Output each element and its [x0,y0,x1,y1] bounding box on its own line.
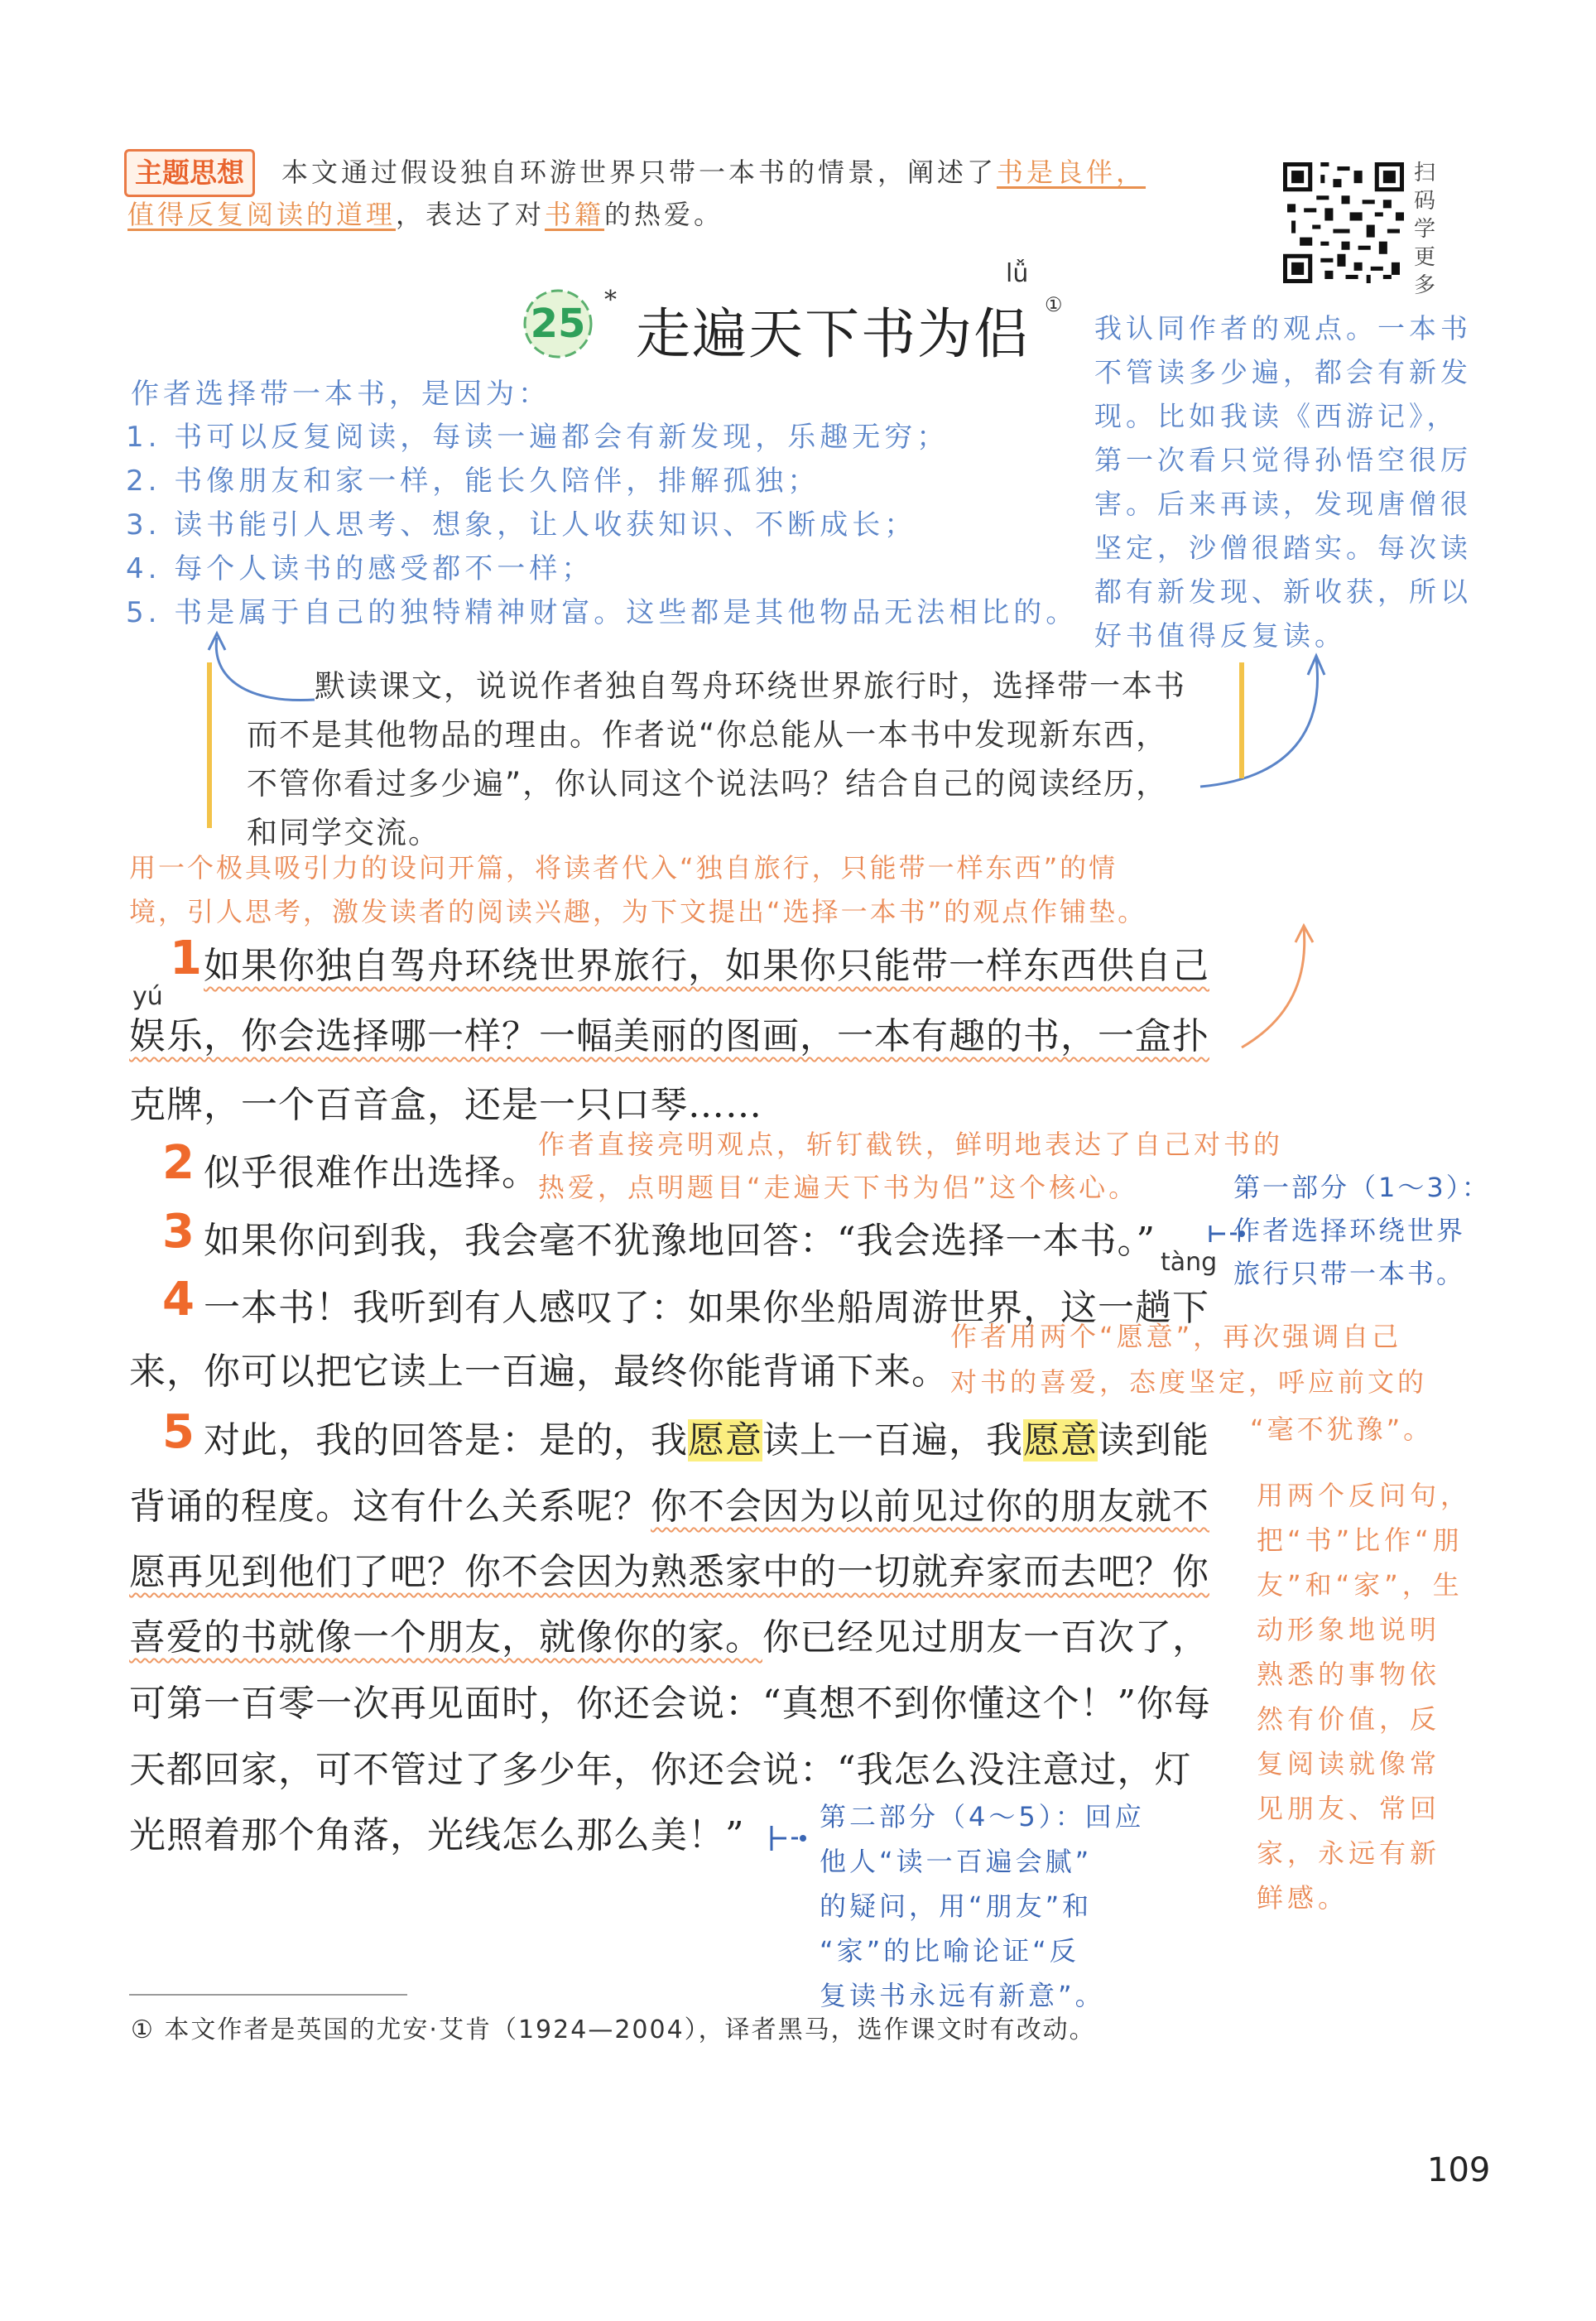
reason-item: 3. 读书能引人思考、想象，让人收获知识、不断成长； [126,508,917,542]
agree-note-line: 不管读多少遍，都会有新发 [1094,356,1472,388]
theme-text: 本文通过假设独自环游世界只带一本书的情景，阐述了 [281,156,997,188]
question-bar-left [207,662,212,828]
p2-note-line: 作者直接亮明观点，斩钉截铁，鲜明地表达了自己对书的 [538,1129,1284,1160]
agree-note-line: 第一次看只觉得孙悟空很厉 [1094,444,1472,476]
paragraph-4-line: 来，你可以把它读上一百遍，最终你能背诵下来。 [129,1351,949,1393]
theme-tag: 主题思想 [124,149,255,197]
p5-text: 背诵的程度。这有什么关系呢？ [129,1486,651,1528]
theme-text: ，表达了对 [396,199,546,230]
p2-note-line: 热爱，点明题目“走遍天下书为侣”这个核心。 [538,1172,1139,1203]
paragraph-5-line [129,1607,1209,1660]
paragraph-number: 5 [162,1405,195,1459]
reasons-intro: 作者选择带一本书，是因为： [131,378,550,411]
question-line: 而不是其他物品的理由。作者说“你总能从一本书中发现新东西， [247,717,1169,753]
reason-item: 1. 书可以反复阅读，每读一遍都会有新发现，乐趣无穷； [126,421,949,454]
p5-note-line: 动形象地说明 [1257,1614,1441,1645]
p5-note-line: 熟悉的事物依 [1257,1659,1441,1690]
paragraph-5-line [204,1410,1209,1463]
paragraph-5-line: 光照着那个角落，光线怎么那么美！” [129,1814,745,1856]
part2-note-line: “家”的比喻论证“反 [820,1935,1079,1967]
reason-item: 4. 每个人读书的感受都不一样； [126,552,594,585]
lesson-number: 25 [530,301,586,347]
scan-label: 扫码学更多 [1414,161,1436,298]
paragraph-1-line: 娱乐，你会选择哪一样？一幅美丽的图画，一本有趣的书，一盒扑 [129,1015,1209,1057]
paragraph-5-line [129,1476,1209,1529]
paragraph-number: 4 [162,1273,195,1327]
highlight-yuanyi: 愿意 [688,1419,762,1461]
p5-text: 对此，我的回答是：是的，我 [204,1419,688,1461]
opening-note-line: 用一个极具吸引力的设问开篇，将读者代入“独自旅行，只能带一样东西”的情 [129,852,1118,884]
part2-note-line: 他人“读一百遍会腻” [820,1846,1093,1877]
paragraph-number: 2 [162,1136,195,1190]
pinyin-tang: tàng [1161,1248,1218,1277]
lesson-star: * [604,286,617,315]
theme-underline: 书是良伴， [997,156,1147,188]
agree-note-line: 坚定，沙僧很踏实。每次读 [1094,532,1472,564]
paragraph-1-line: 如果你独自驾舟环绕世界旅行，如果你只能带一样东西供自己 [204,945,1209,987]
footnote-mark: ① [1045,293,1063,316]
question-line: 和同学交流。 [247,815,440,850]
paragraph-4-line: 一本书！我听到有人感叹了：如果你坐船周游世界，这一趟下 [204,1287,1209,1329]
theme-underline: 值得反复阅读的道理 [127,199,397,230]
p5-text: 读到能 [1098,1419,1209,1461]
p4-note-line: “毫不犹豫”。 [1250,1413,1434,1445]
p5-wavy-text: 喜爱的书就像一个朋友，就像你的家。 [129,1616,762,1659]
paragraph-5-line: 可第一百零一次再见面时，你还会说：“真想不到你懂这个！”你每 [129,1683,1211,1725]
p5-wavy-text: 你不会因为以前见过你的朋友就不 [651,1486,1209,1528]
agree-note-line: 都有新发现、新收获，所以 [1094,575,1472,608]
p5-note-line: 见朋友、常回 [1257,1793,1441,1824]
page-number: 109 [1427,2151,1491,2189]
question-bar-right [1239,662,1244,778]
theme-text: 的热爱。 [604,199,724,230]
title-pinyin: lǚ [1006,259,1029,288]
opening-note-line: 境，引人思考，激发读者的阅读兴趣，为下文提出“选择一本书”的观点作铺垫。 [129,896,1147,927]
paragraph-5-line: 天都回家，可不管过了多少年，你还会说：“我怎么没注意过，灯 [129,1749,1192,1791]
part2-note-line: 复读书永远有新意”。 [820,1980,1105,2011]
highlight-yuanyi: 愿意 [1023,1419,1098,1461]
p4-note-line: 作者用两个“愿意”，再次强调自己 [950,1321,1402,1352]
p5-note-line: 把“书”比作“朋 [1257,1524,1464,1556]
reason-item: 5. 书是属于自己的独特精神财富。这些都是其他物品无法相比的。 [126,596,1079,629]
p5-note-line: 鲜感。 [1257,1882,1349,1914]
agree-note-line: 好书值得反复读。 [1094,619,1346,652]
p5-note-line: 用两个反问句， [1257,1480,1472,1511]
footnote: ① 本文作者是英国的尤安·艾肯（1924—2004），译者黑马，选作课文时有改动。 [131,2015,1096,2044]
p4-note-line: 对书的喜爱，态度坚定，呼应前文的 [950,1366,1428,1398]
theme-underline: 书籍 [545,199,605,230]
p5-text: 你已经见过朋友一百次了， [762,1616,1209,1659]
part2-note-line: 第二部分（4～5）：回应 [820,1801,1145,1832]
p5-text: 读上一百遍，我 [762,1419,1023,1461]
paragraph-3-text: 如果你问到我，我会毫不犹豫地回答：“我会选择一本书。” [204,1220,1156,1262]
reason-item: 2. 书像朋友和家一样，能长久陪伴，排解孤独； [126,465,820,498]
paragraph-number: 3 [162,1205,195,1259]
p5-note-line: 家，永远有新 [1257,1837,1441,1869]
pinyin-yu: yú [132,982,163,1011]
part1-note-line: 第一部分（1～3）： [1233,1172,1491,1203]
question-line: 默读课文，说说作者独自驾舟环绕世界旅行时，选择带一本书 [315,668,1186,704]
p5-note-line: 复阅读就像常 [1257,1748,1441,1779]
agree-note-line: 害。后来再读，发现唐僧很 [1094,488,1472,520]
paragraph-1-line: 克牌，一个百音盒，还是一只口琴…… [129,1084,762,1126]
part1-note-line: 作者选择环绕世界 [1233,1215,1466,1246]
lesson-title: 走遍天下书为侣 [636,302,1030,366]
part2-note-line: 的疑问，用“朋友”和 [820,1890,1093,1922]
footnote-divider [129,1994,407,1996]
agree-note-line: 我认同作者的观点。一本书 [1094,312,1472,344]
p5-note-line: 然有价值，反 [1257,1703,1441,1735]
paragraph-5-line: 愿再见到他们了吧？你不会因为熟悉家中的一切就弃家而去吧？你 [129,1551,1209,1593]
paragraph-number: 1 [170,932,202,985]
part1-note-line: 旅行只带一本书。 [1233,1258,1466,1289]
paragraph-2-text: 似乎很难作出选择。 [204,1152,539,1194]
p5-note-line: 友”和“家”，生 [1257,1569,1464,1601]
agree-note-line: 现。比如我读《西游记》， [1094,400,1459,432]
question-line: 不管你看过多少遍”，你认同这个说法吗？结合自己的阅读经历， [247,766,1169,802]
